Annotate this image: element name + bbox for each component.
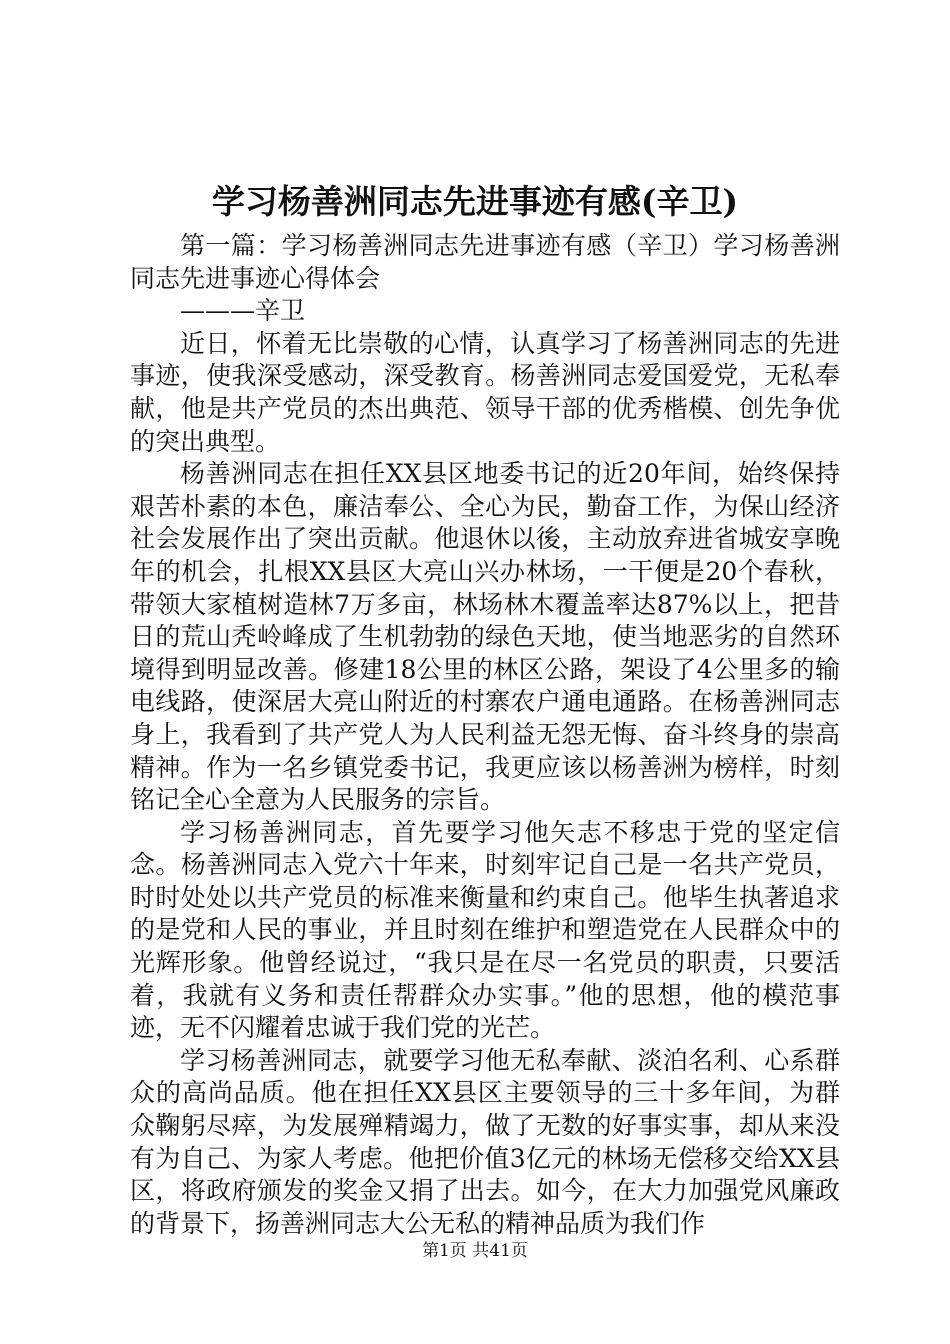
paragraph-belief: 学习杨善洲同志，首先要学习他矢志不移忠于党的坚定信念。杨善洲同志入党六十年来，时刻牢记自己是一名共产党员，时时处处以共产党员的标准来衡量和约束自己。他毕生执著追求的是党和人民的事业，并且时刻在维护和塑造党在人民群众中的光辉形象。他曾经说过，“我只是在尽一名党员的职责，只要活着，我就有义务和责任帮群众办实事。”他的思想，他的模范事迹，无不闪耀着忠诚于我们党的光芒。	[130, 817, 840, 1043]
paragraph-deeds: 杨善洲同志在担任XX县区地委书记的近20年间，始终保持艰苦朴素的本色，廉洁奉公、全心为民，勤奋工作，为保山经济社会发展作出了突出贡献。他退休以後，主动放弃进省城安享晚年的机会，扎根XX县区大亮山兴办林场，一干便是20个春秋，带领大家植树造林7万多亩，林场林木覆盖率达87%以上，把昔日的荒山秃岭峰成了生机勃勃的绿色天地，使当地恶劣的自然环境得到明显改善。修建18公里的林区公路，架设了4公里多的输电线路，使深居大亮山附近的村寨农户通电通路。在杨善洲同志身上，我看到了共产党人为人民利益无怨无悔、奋斗终身的崇高精神。作为一名乡镇党委书记，我更应该以杨善洲为榜样，时刻铭记全心全意为人民服务的宗旨。	[130, 459, 840, 815]
paragraph-heading: 第一篇：学习杨善洲同志先进事迹有感（辛卫）学习杨善洲同志先进事迹心得体会	[130, 231, 840, 293]
document-body	[130, 230, 840, 1240]
paragraph-dedication: 学习杨善洲同志，就要学习他无私奉献、淡泊名利、心系群众的高尚品质。他在担任XX县区主要领导的三十多年间，为群众鞠躬尽瘁，为发展殚精竭力，做了无数的好事实事，却从来没有为自己、为家人考虑。他把价值3亿元的林场无偿移交给XX县区，将政府颁发的奖金又捐了出去。如今，在大力加强党风廉政的背景下，扬善洲同志大公无私的精神品质为我们作	[130, 1045, 840, 1238]
paragraph-author: ———辛卫	[180, 296, 306, 326]
document-title: 学习杨善洲同志先进事迹有感(辛卫)	[211, 182, 739, 221]
paragraph-intro: 近日，怀着无比崇敬的心情，认真学习了杨善洲同志的先进事迹，使我深受感动，深受教育。杨善洲同志爱国爱党，无私奉献，他是共产党员的杰出典范、领导干部的优秀楷模、创先争优的突出典型。	[130, 328, 840, 456]
page-number-footer: 第1页 共41页	[422, 1241, 528, 1261]
